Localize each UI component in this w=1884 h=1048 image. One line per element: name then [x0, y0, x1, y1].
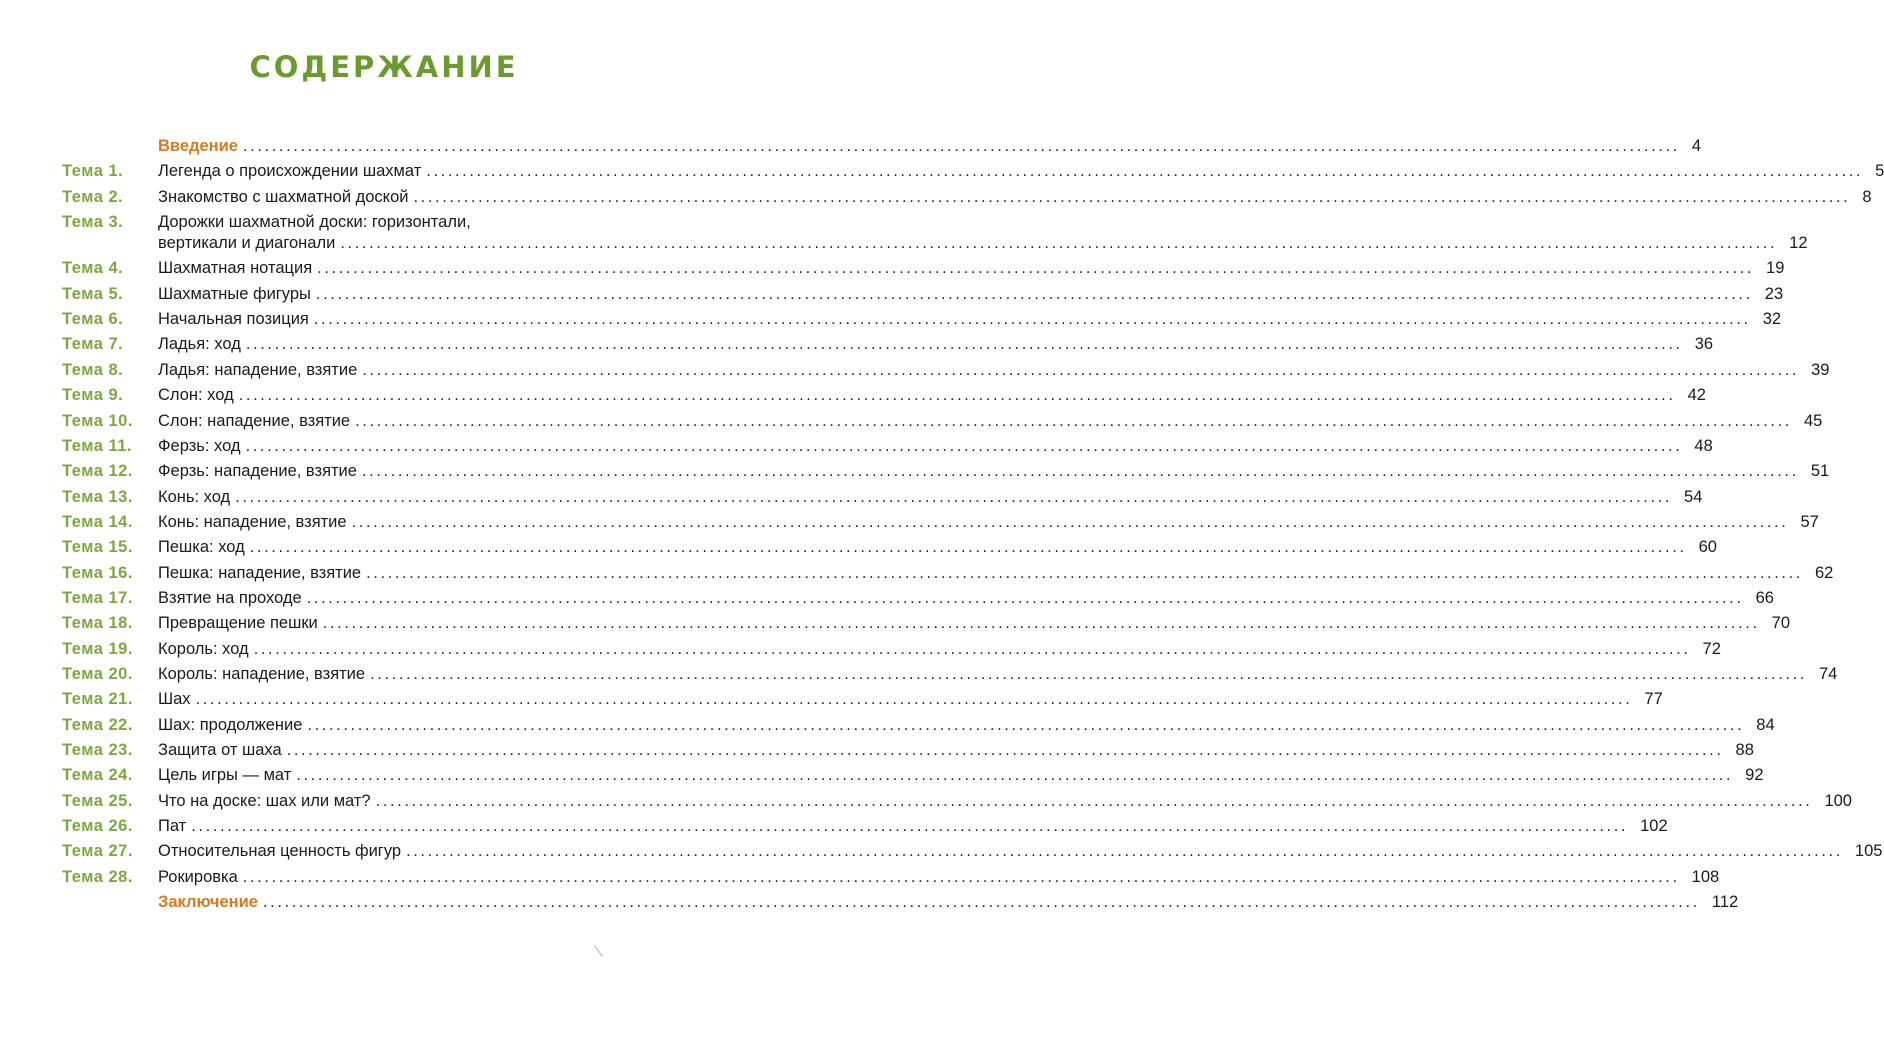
entry-title: Начальная позиция [158, 310, 309, 329]
topic-number: Тема 26. [62, 817, 133, 836]
page-number: 112 [1711, 893, 1739, 912]
page-number: 92 [1745, 766, 1764, 785]
topic-number: Тема 11. [62, 436, 132, 455]
entry-title: Пешка: ход [158, 538, 245, 557]
topic-number: Тема 28. [62, 867, 133, 886]
topic-number: Тема 6. [62, 310, 124, 329]
dot-leader: ........................................................................................................................................................................................................ [286, 741, 1724, 760]
page-number: 5 [1875, 162, 1884, 181]
page-number: 23 [1764, 284, 1784, 303]
topic-number: Тема 17. [62, 588, 133, 607]
topic-number: Тема 25. [62, 791, 133, 810]
page-number: 74 [1818, 665, 1838, 683]
entry-title: Превращение пешки [158, 614, 318, 633]
entry-title: Слон: нападение, взятие [158, 411, 351, 430]
dot-leader: ........................................................................................................................................................................................................ [306, 588, 1744, 607]
entry-title: Король: нападение, взятие [158, 665, 366, 683]
page-number: 102 [1640, 817, 1668, 836]
dot-leader: ........................................................................................................................................................................................................ [322, 614, 1760, 633]
dot-leader: ........................................................................................................................................................................................................ [366, 563, 1803, 582]
topic-number: Тема 10. [62, 411, 133, 430]
page-number: 4 [1691, 137, 1702, 155]
topic-number: Тема 12. [62, 462, 133, 481]
page-title: СОДЕРЖАНИЕ [249, 50, 519, 84]
page-number: 105 [1854, 842, 1883, 861]
dot-leader: ........................................................................................................................................................................................................ [426, 162, 1864, 181]
topic-number: Тема 23. [62, 741, 133, 760]
topic-number: Тема 20. [62, 665, 133, 683]
topic-number: Тема 21. [62, 690, 133, 709]
topic-number: Тема 22. [62, 715, 133, 734]
topic-number: Тема 2. [62, 187, 124, 206]
dot-leader: ........................................................................................................................................................................................................ [296, 766, 1734, 785]
dot-leader: ........................................................................................................................................................................................................ [238, 386, 1676, 405]
dot-leader: ........................................................................................................................................................................................................ [242, 137, 1680, 155]
dot-leader: ........................................................................................................................................................................................................ [249, 538, 1687, 557]
dot-leader: ........................................................................................................................................................................................................ [191, 817, 1629, 836]
entry-title: Шах [158, 690, 191, 709]
topic-number: Тема 16. [62, 563, 133, 582]
entry-title: Ферзь: ход [158, 436, 241, 455]
entry-title: Ферзь: нападение, взятие [158, 462, 357, 481]
dot-leader: ........................................................................................................................................................................................................ [351, 512, 1789, 531]
dot-leader: ........................................................................................................................................................................................................ [245, 436, 1683, 455]
topic-number: Тема 7. [62, 335, 124, 354]
topic-number: Тема 15. [62, 538, 133, 557]
entry-title: Шахматная нотация [158, 259, 313, 278]
entry-title: Ладья: нападение, взятие [158, 360, 358, 379]
entry-title: Ладья: ход [158, 335, 241, 354]
topic-number: Тема 9. [62, 386, 124, 405]
entry-title: Знакомство с шахматной доской [158, 187, 409, 206]
dot-leader: ........................................................................................................................................................................................................ [317, 259, 1755, 278]
page-number: 57 [1800, 512, 1819, 531]
page-number: 88 [1735, 741, 1754, 760]
page-number: 84 [1756, 715, 1775, 734]
dot-leader: ........................................................................................................................................................................................................ [413, 187, 1851, 206]
entry-title: Пешка: нападение, взятие [158, 563, 362, 582]
topic-number: Тема 5. [62, 284, 124, 303]
dot-leader: ........................................................................................................................................................................................................ [370, 665, 1807, 683]
page-number: 66 [1755, 588, 1774, 607]
topic-number: Тема 14. [62, 512, 133, 531]
page-number: 12 [1789, 234, 1808, 253]
topic-number: Тема 24. [62, 766, 133, 785]
page-number: 60 [1698, 538, 1717, 557]
dot-leader: ........................................................................................................................................................................................................ [375, 791, 1813, 810]
entry-title: Пат [158, 817, 187, 836]
page-number: 8 [1862, 187, 1872, 206]
entry-title: Король: ход [158, 639, 249, 658]
dot-leader: ........................................................................................................................................................................................................ [361, 462, 1799, 481]
dot-leader: ........................................................................................................................................................................................................ [340, 234, 1778, 253]
dot-leader: ........................................................................................................................................................................................................ [315, 284, 1753, 303]
page-number: 39 [1811, 360, 1830, 379]
page-number: 100 [1824, 791, 1852, 810]
dot-leader: ........................................................................................................................................................................................................ [253, 639, 1691, 658]
topic-number: Тема 13. [62, 487, 133, 506]
entry-title: Цель игры — мат [158, 766, 292, 785]
page-number: 70 [1771, 614, 1790, 633]
topic-number: Тема 27. [62, 842, 133, 861]
dot-leader: ........................................................................................................................................................................................................ [245, 335, 1683, 354]
entry-title: Рокировка [158, 867, 238, 886]
topic-number: Тема 18. [62, 614, 133, 633]
page-number: 19 [1766, 259, 1785, 278]
page-number: 51 [1810, 462, 1830, 481]
entry-title: Легенда о происхождении шахмат [158, 162, 422, 181]
entry-title: Шахматные фигуры [158, 284, 311, 303]
page-number: 54 [1684, 487, 1703, 506]
entry-title: Что на доске: шах или мат? [158, 791, 371, 810]
dot-leader: ........................................................................................................................................................................................................ [313, 310, 1751, 329]
entry-title: Слон: ход [158, 386, 234, 405]
dot-leader: ........................................................................................................................................................................................................ [362, 360, 1800, 379]
dot-leader: ........................................................................................................................................................................................................ [355, 411, 1792, 430]
entry-title: Взятие на проходе [158, 588, 302, 607]
entry-title: Введение [158, 137, 238, 155]
entry-title: Заключение [158, 893, 258, 912]
entry-title: вертикали и диагонали [158, 234, 336, 253]
page-number: 32 [1762, 310, 1782, 329]
dot-leader: ........................................................................................................................................................................................................ [262, 893, 1700, 912]
page-number: 62 [1814, 563, 1834, 582]
dot-leader: ........................................................................................................................................................................................................ [242, 867, 1680, 886]
entry-title: Шах: продолжение [158, 715, 303, 734]
dot-leader: ........................................................................................................................................................................................................ [307, 715, 1745, 734]
page-number: 45 [1803, 411, 1823, 430]
topic-number: Тема 19. [62, 639, 133, 658]
topic-number: Тема 1. [62, 162, 124, 181]
dot-leader: ........................................................................................................................................................................................................ [195, 690, 1633, 709]
dot-leader: ........................................................................................................................................................................................................ [235, 487, 1673, 506]
page-number: 77 [1644, 690, 1663, 709]
page-number: 108 [1691, 867, 1720, 886]
topic-number: Тема 8. [62, 360, 124, 379]
topic-number: Тема 3. [62, 213, 124, 232]
topic-number: Тема 4. [62, 259, 124, 278]
page-number: 72 [1702, 639, 1721, 658]
dot-leader: ........................................................................................................................................................................................................ [406, 842, 1843, 861]
page-number: 48 [1694, 436, 1713, 455]
page-number: 36 [1694, 335, 1714, 354]
entry-title: Конь: ход [158, 487, 231, 506]
entry-title: Дорожки шахматной доски: горизонтали, [158, 213, 471, 232]
page-number: 42 [1687, 386, 1706, 405]
entry-title: Относительная ценность фигур [158, 842, 402, 861]
entry-title: Конь: нападение, взятие [158, 512, 347, 531]
entry-title: Защита от шаха [158, 741, 282, 760]
